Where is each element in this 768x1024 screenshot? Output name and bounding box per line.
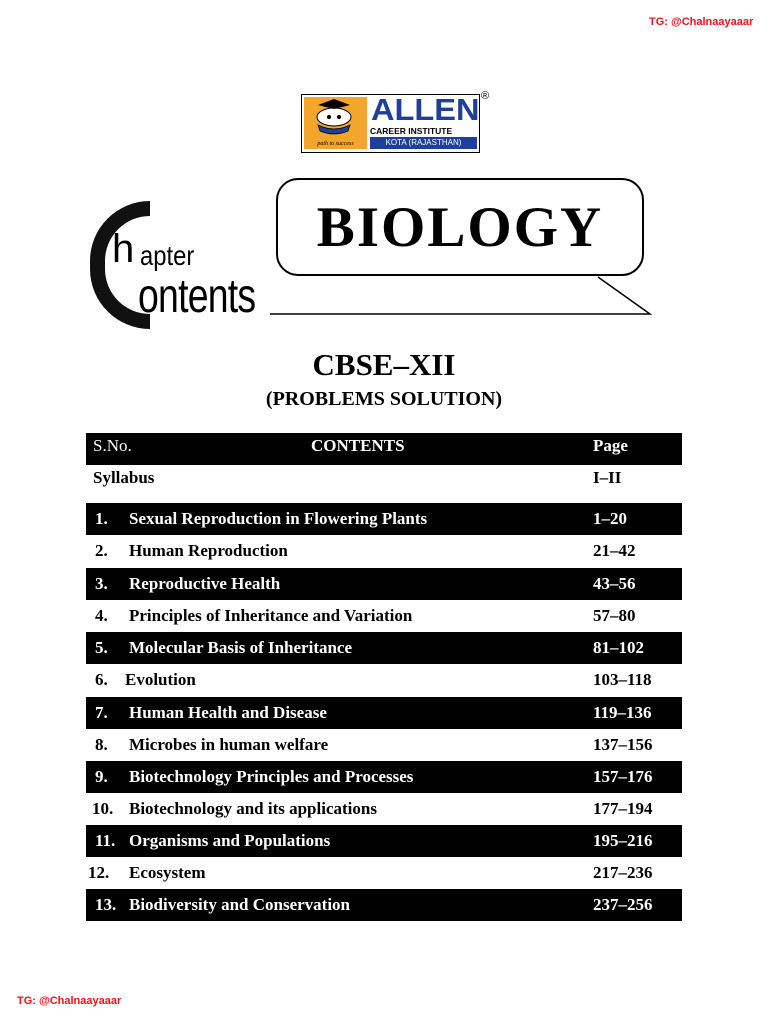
row-number: 6. xyxy=(95,670,108,689)
syllabus-label: Syllabus xyxy=(93,468,155,487)
row-title: Biotechnology and its applications xyxy=(129,799,377,818)
table-row xyxy=(86,889,682,921)
table-row xyxy=(86,729,682,761)
logo-subtitle: CAREER INSTITUTE xyxy=(370,126,453,136)
row-page: 57–80 xyxy=(593,606,636,625)
logo-wordmark: ALLEN xyxy=(371,92,480,127)
row-title: Human Health and Disease xyxy=(129,703,327,722)
row-page: 217–236 xyxy=(593,863,653,882)
row-number: 3. xyxy=(95,574,108,593)
table-row xyxy=(86,697,682,729)
chapter-apter: apter xyxy=(140,240,195,271)
row-title: Human Reproduction xyxy=(129,541,288,560)
row-number: 13. xyxy=(95,895,117,914)
row-page: 43–56 xyxy=(593,574,636,593)
watermark-bottom: TG: @Chalnaayaaar xyxy=(17,995,122,1007)
row-number: 7. xyxy=(95,703,108,722)
row-page: 119–136 xyxy=(593,703,652,722)
subject-title: BIOLOGY xyxy=(316,195,604,259)
syllabus-row xyxy=(86,465,682,497)
row-page: 177–194 xyxy=(593,799,653,818)
table-row xyxy=(86,632,682,664)
row-page: 195–216 xyxy=(593,831,653,850)
chapter-ontents: ontents xyxy=(138,270,256,323)
logo-tagline: path to success xyxy=(317,141,354,147)
table-row xyxy=(86,503,682,535)
row-number: 4. xyxy=(95,606,108,625)
row-number: 12. xyxy=(88,863,110,882)
row-number: 1. xyxy=(95,509,108,528)
table-row xyxy=(86,535,682,567)
row-title: Biodiversity and Conservation xyxy=(129,895,351,914)
table-row xyxy=(86,761,682,793)
table-row xyxy=(86,793,682,825)
row-title: Evolution xyxy=(125,670,196,689)
header-page: Page xyxy=(593,436,628,455)
row-title: Microbes in human welfare xyxy=(129,735,329,754)
row-title: Sexual Reproduction in Flowering Plants xyxy=(129,509,428,528)
row-number: 9. xyxy=(95,767,108,786)
subject-bubble xyxy=(276,178,644,276)
row-number: 5. xyxy=(95,638,108,657)
syllabus-page: I–II xyxy=(593,468,622,487)
row-title: Ecosystem xyxy=(129,863,206,882)
table-row xyxy=(86,664,682,696)
logo-location: KOTA (RAJASTHAN) xyxy=(370,137,477,149)
row-page: 1–20 xyxy=(593,509,627,528)
row-title: Reproductive Health xyxy=(129,574,281,593)
table-row xyxy=(86,600,682,632)
row-page: 103–118 xyxy=(593,670,652,689)
row-page: 237–256 xyxy=(593,895,653,914)
row-page: 81–102 xyxy=(593,638,644,657)
table-row xyxy=(86,857,682,889)
row-number: 11. xyxy=(95,831,116,850)
row-number: 10. xyxy=(92,799,114,818)
table-row xyxy=(86,568,682,600)
header-contents: CONTENTS xyxy=(311,436,405,455)
page-subtitle: (PROBLEMS SOLUTION) xyxy=(265,388,503,410)
allen-logo xyxy=(301,94,480,153)
row-title: Molecular Basis of Inheritance xyxy=(129,638,353,657)
watermark-top: TG: @Chalnaayaaar xyxy=(649,16,754,28)
class-label: CBSE–XII xyxy=(312,347,456,382)
row-page: 21–42 xyxy=(593,541,636,560)
row-page: 137–156 xyxy=(593,735,653,754)
row-title: Biotechnology Principles and Processes xyxy=(129,767,414,786)
row-number: 8. xyxy=(95,735,108,754)
header-sno: S.No. xyxy=(93,436,132,455)
row-number: 2. xyxy=(95,541,108,560)
bubble-tail xyxy=(268,270,658,320)
row-title: Principles of Inheritance and Variation xyxy=(129,606,413,625)
row-page: 157–176 xyxy=(593,767,653,786)
row-title: Organisms and Populations xyxy=(129,831,331,850)
chapter-h: h xyxy=(112,227,135,271)
registered-mark: ® xyxy=(481,90,490,102)
logo-emblem xyxy=(304,97,367,149)
table-row xyxy=(86,825,682,857)
table-header xyxy=(86,433,682,465)
